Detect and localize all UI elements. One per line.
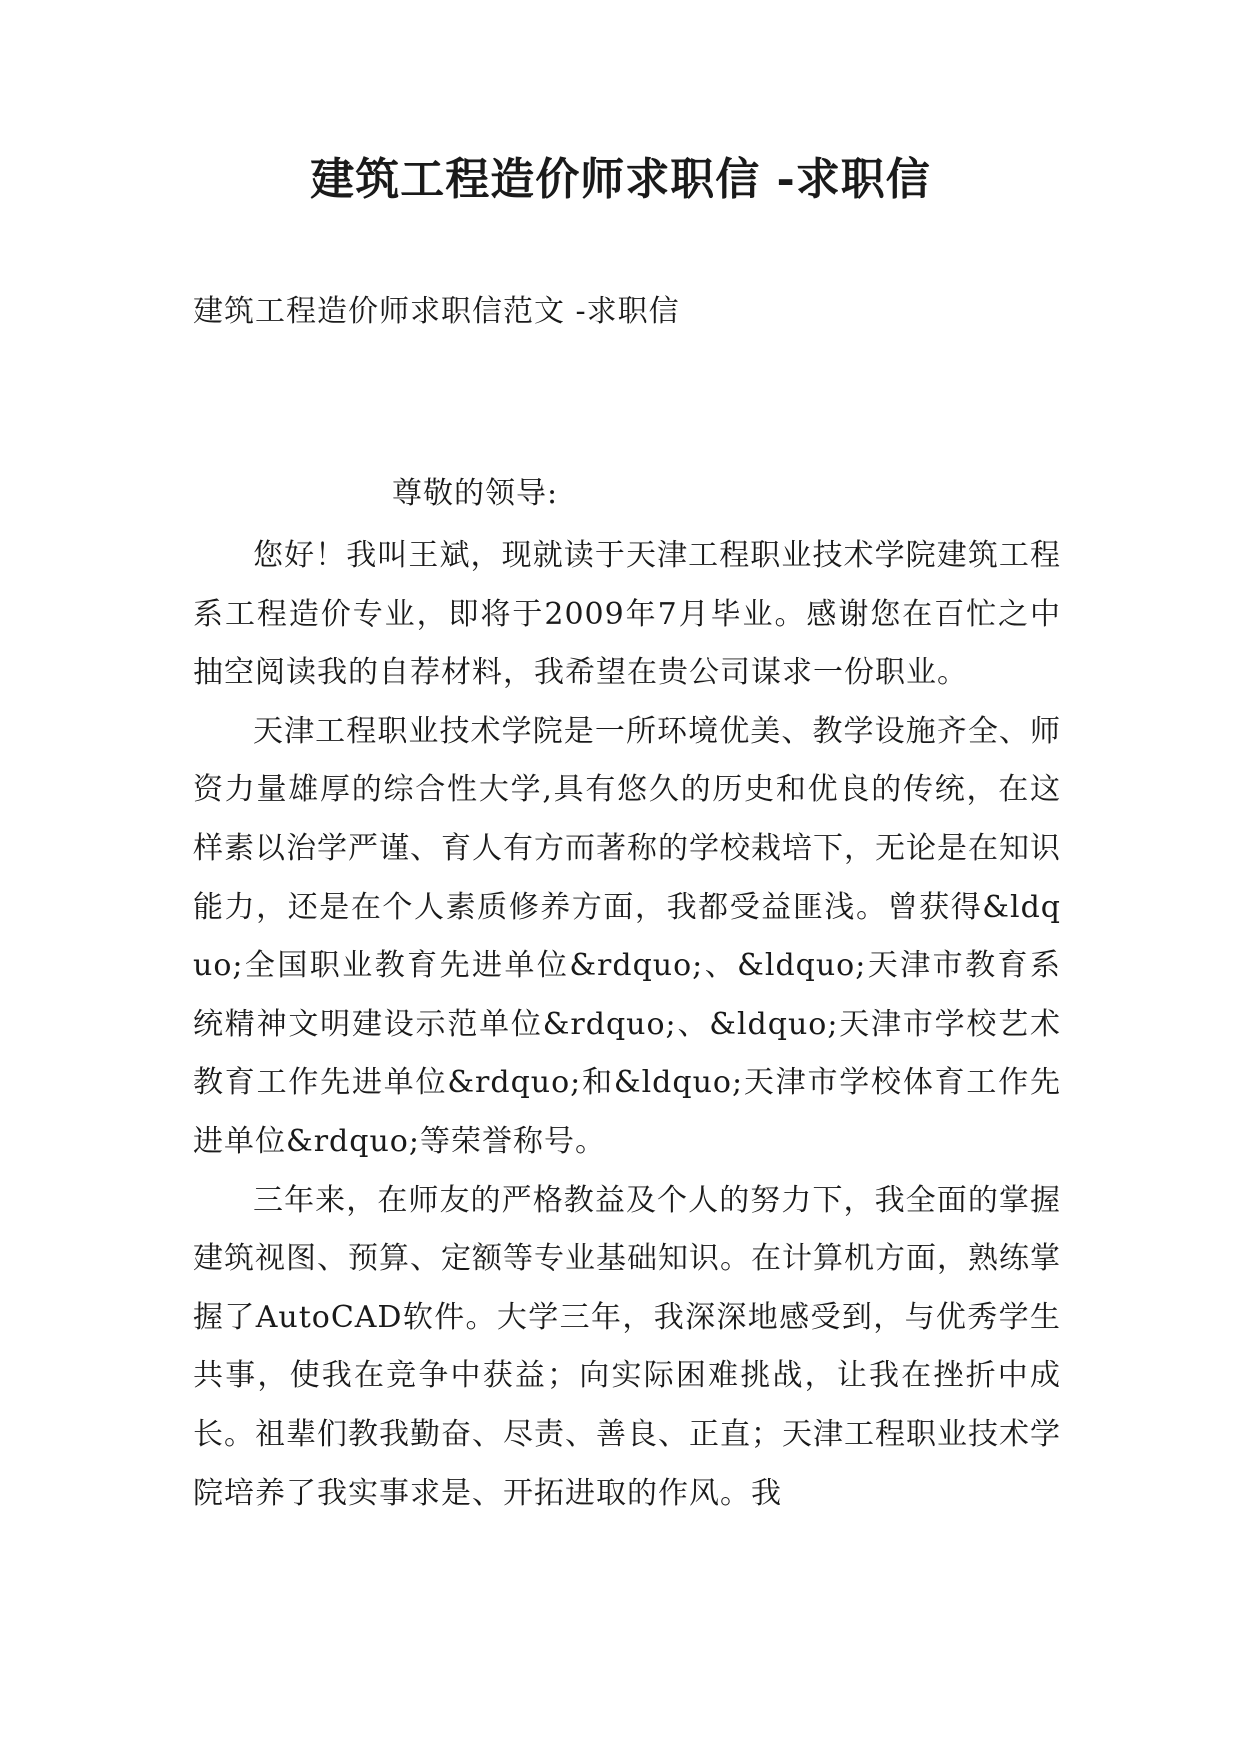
document-subtitle: 建筑工程造价师求职信范文 -求职信 — [193, 294, 680, 329]
body-paragraph: 三年来，在师友的严格教益及个人的努力下，我全面的掌握建筑视图、预算、定额等专业基础知识。在计算机方面，熟练掌握了AutoCAD软件。大学三年，我深深地感受到，与优秀学生共事，使我在竞争中获益；向实际困难挑战，让我在挫折中成长。祖辈们教我勤奋、尽责、善良、正直；天津工程职业技术学院培养了我实事求是、开拓进取的作风。我 — [193, 1182, 1061, 1511]
body-paragraph: 您好！我叫王斌，现就读于天津工程职业技术学院建筑工程系工程造价专业，即将于2009年7月毕业。感谢您在百忙之中抽空阅读我的自荐材料，我希望在贵公司谋求一份职业。 — [193, 538, 1061, 691]
document-title: 建筑工程造价师求职信 -求职信 — [310, 154, 931, 205]
letter-body — [193, 527, 1061, 1523]
letter-greeting: 尊敬的领导: — [392, 476, 559, 511]
body-paragraph: 天津工程职业技术学院是一所环境优美、教学设施齐全、师资力量雄厚的综合性大学,具有悠久的历史和优良的传统，在这样素以治学严谨、育人有方而著称的学校栽培下，无论是在知识能力，还是在个人素质修养方面，我都受益匪浅。曾获得&ldquo;全国职业教育先进单位&rdquo;、&ldquo;天津市教育系统精神文明建设示范单位&rdquo;、&ldquo;天津市学校艺术教育工作先进单位&rdquo;和&ldquo;天津市学校体育工作先进单位&rdquo;等荣誉称号。 — [193, 713, 1061, 1159]
